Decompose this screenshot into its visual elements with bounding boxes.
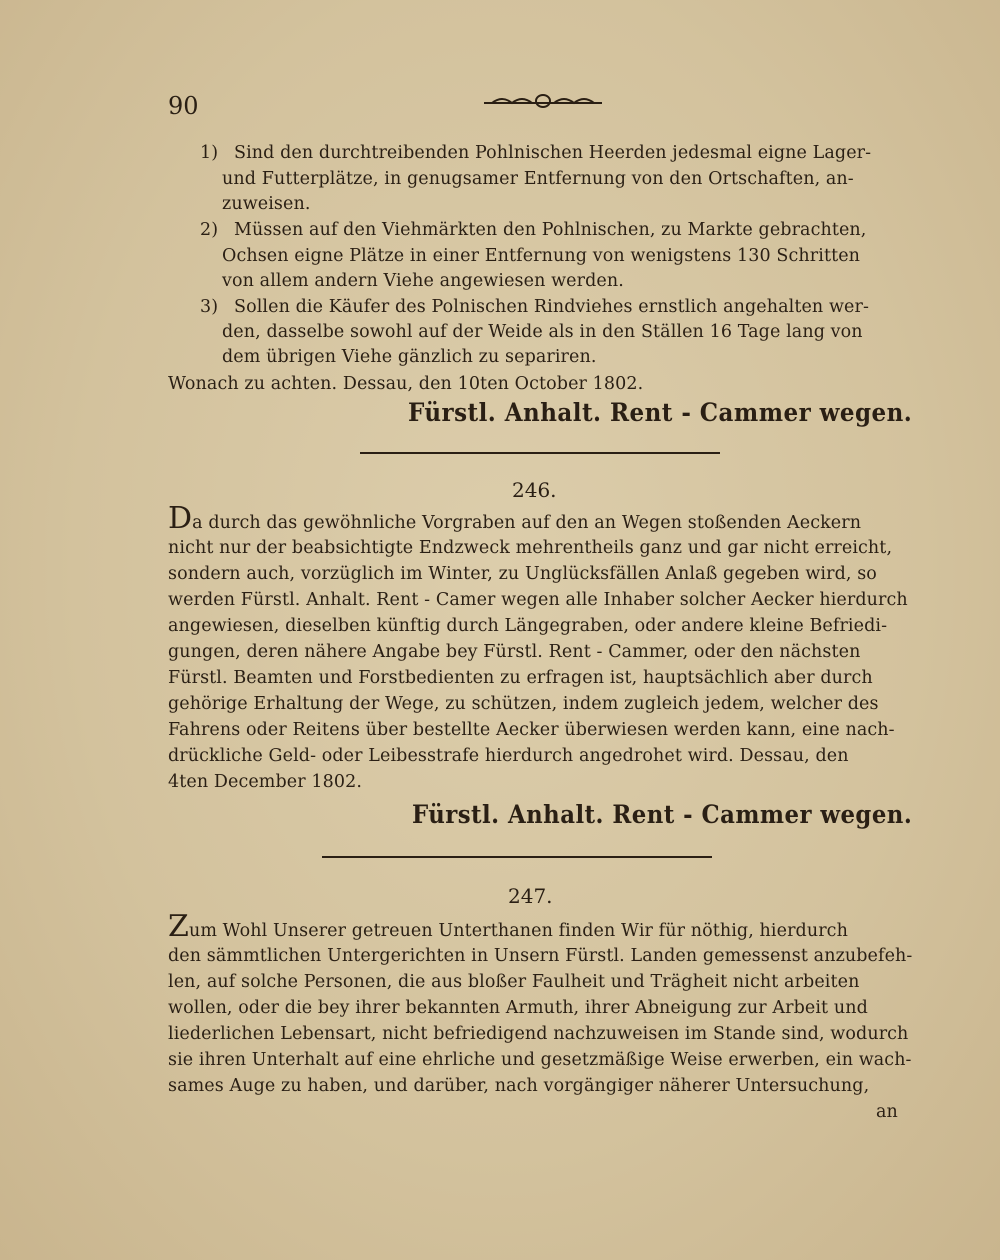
- ornament-divider: [482, 94, 604, 108]
- section-246-line-2: nicht nur der beabsichtigte Endzweck mehrentheils ganz und gar nicht erreicht,: [168, 538, 893, 558]
- section-246-line-7: Fürstl. Beamten und Forstbedienten zu erfragen ist, hauptsächlich aber durch: [168, 668, 873, 688]
- section-246-line-5: angewiesen, dieselben künftig durch Längegraben, oder andere kleine Befriedi-: [168, 616, 888, 636]
- section-246-dropcap: D: [168, 501, 193, 536]
- item-3-line-1: 3) Sollen die Käufer des Polnischen Rindviehes ernstlich angehalten wer-: [200, 297, 869, 317]
- section-divider-1: [360, 452, 720, 454]
- section-247-line-7: sames Auge zu haben, und darüber, nach vorgängiger näherer Untersuchung,: [168, 1076, 870, 1096]
- item-3-number: 3): [200, 297, 219, 317]
- section-247-dropcap: Z: [168, 909, 189, 944]
- section-246-number: 246.: [512, 478, 557, 502]
- section-247-line-2: den sämmtlichen Untergerichten in Unsern Fürstl. Landen gemessenst anzubefeh-: [168, 946, 913, 966]
- item-1-number: 1): [200, 143, 219, 163]
- signature-1: Fürstl. Anhalt. Rent - Cammer wegen.: [408, 398, 913, 427]
- section-246-line-3: sondern auch, vorzüglich im Winter, zu Unglücksfällen Anlaß gegeben wird, so: [168, 564, 877, 584]
- item-3-line-2: den, dasselbe sowohl auf der Weide als in den Ställen 16 Tage lang von: [222, 322, 863, 342]
- item-1-line-2: und Futterplätze, in genugsamer Entfernung von den Ortschaften, an-: [222, 169, 854, 189]
- section-247-line-5: liederlichen Lebensart, nicht befriedigend nachzuweisen im Stande sind, wodurch: [168, 1024, 909, 1044]
- section-247-line-6: sie ihren Unterhalt auf eine ehrliche und gesetzmäßige Weise erwerben, ein wach-: [168, 1050, 912, 1070]
- item-2-line-2: Ochsen eigne Plätze in einer Entfernung von wenigstens 130 Schritten: [222, 246, 861, 266]
- section-246-line-6: gungen, deren nähere Angabe bey Fürstl. Rent - Cammer, oder den nächsten: [168, 642, 861, 662]
- section-246-line-9: Fahrens oder Reitens über bestellte Aecker überwiesen werden kann, eine nach-: [168, 720, 895, 740]
- item-3-line-3: dem übrigen Viehe gänzlich zu separiren.: [222, 347, 597, 367]
- signature-2: Fürstl. Anhalt. Rent - Cammer wegen.: [412, 800, 913, 829]
- section-246-line-10: drückliche Geld- oder Leibesstrafe hierdurch angedrohet wird. Dessau, den: [168, 746, 849, 766]
- section-246-line-11: 4ten December 1802.: [168, 772, 362, 792]
- item-1-line-1: 1) Sind den durchtreibenden Pohlnischen Heerden jedesmal eigne Lager-: [200, 143, 872, 163]
- item-1-line-3: zuweisen.: [222, 194, 311, 214]
- section-247-line-4: wollen, oder die bey ihrer bekannten Armuth, ihrer Abneigung zur Arbeit und: [168, 998, 868, 1018]
- section-247-number: 247.: [508, 884, 553, 908]
- section-247-line-1: Zum Wohl Unserer getreuen Unterthanen finden Wir für nöthig, hierdurch: [168, 909, 848, 944]
- catchword: an: [876, 1102, 898, 1122]
- section-246-line-4: werden Fürstl. Anhalt. Rent - Camer wegen alle Inhaber solcher Aecker hierdurch: [168, 590, 908, 610]
- page-number: 90: [168, 92, 199, 120]
- section-246-line-1: Da durch das gewöhnliche Vorgraben auf den an Wegen stoßenden Aeckern: [168, 501, 862, 536]
- item-2-line-3: von allem andern Viehe angewiesen werden.: [222, 271, 624, 291]
- section-247-line-3: len, auf solche Personen, die aus bloßer Faulheit und Trägheit nicht arbeiten: [168, 972, 860, 992]
- section-divider-2: [322, 856, 712, 858]
- item-2-line-1: 2) Müssen auf den Viehmärkten den Pohlnischen, zu Markte gebrachten,: [200, 220, 867, 240]
- closing-line: Wonach zu achten. Dessau, den 10ten October 1802.: [168, 374, 644, 394]
- item-2-number: 2): [200, 220, 219, 240]
- section-246-line-8: gehörige Erhaltung der Wege, zu schützen, indem zugleich jedem, welcher des: [168, 694, 879, 714]
